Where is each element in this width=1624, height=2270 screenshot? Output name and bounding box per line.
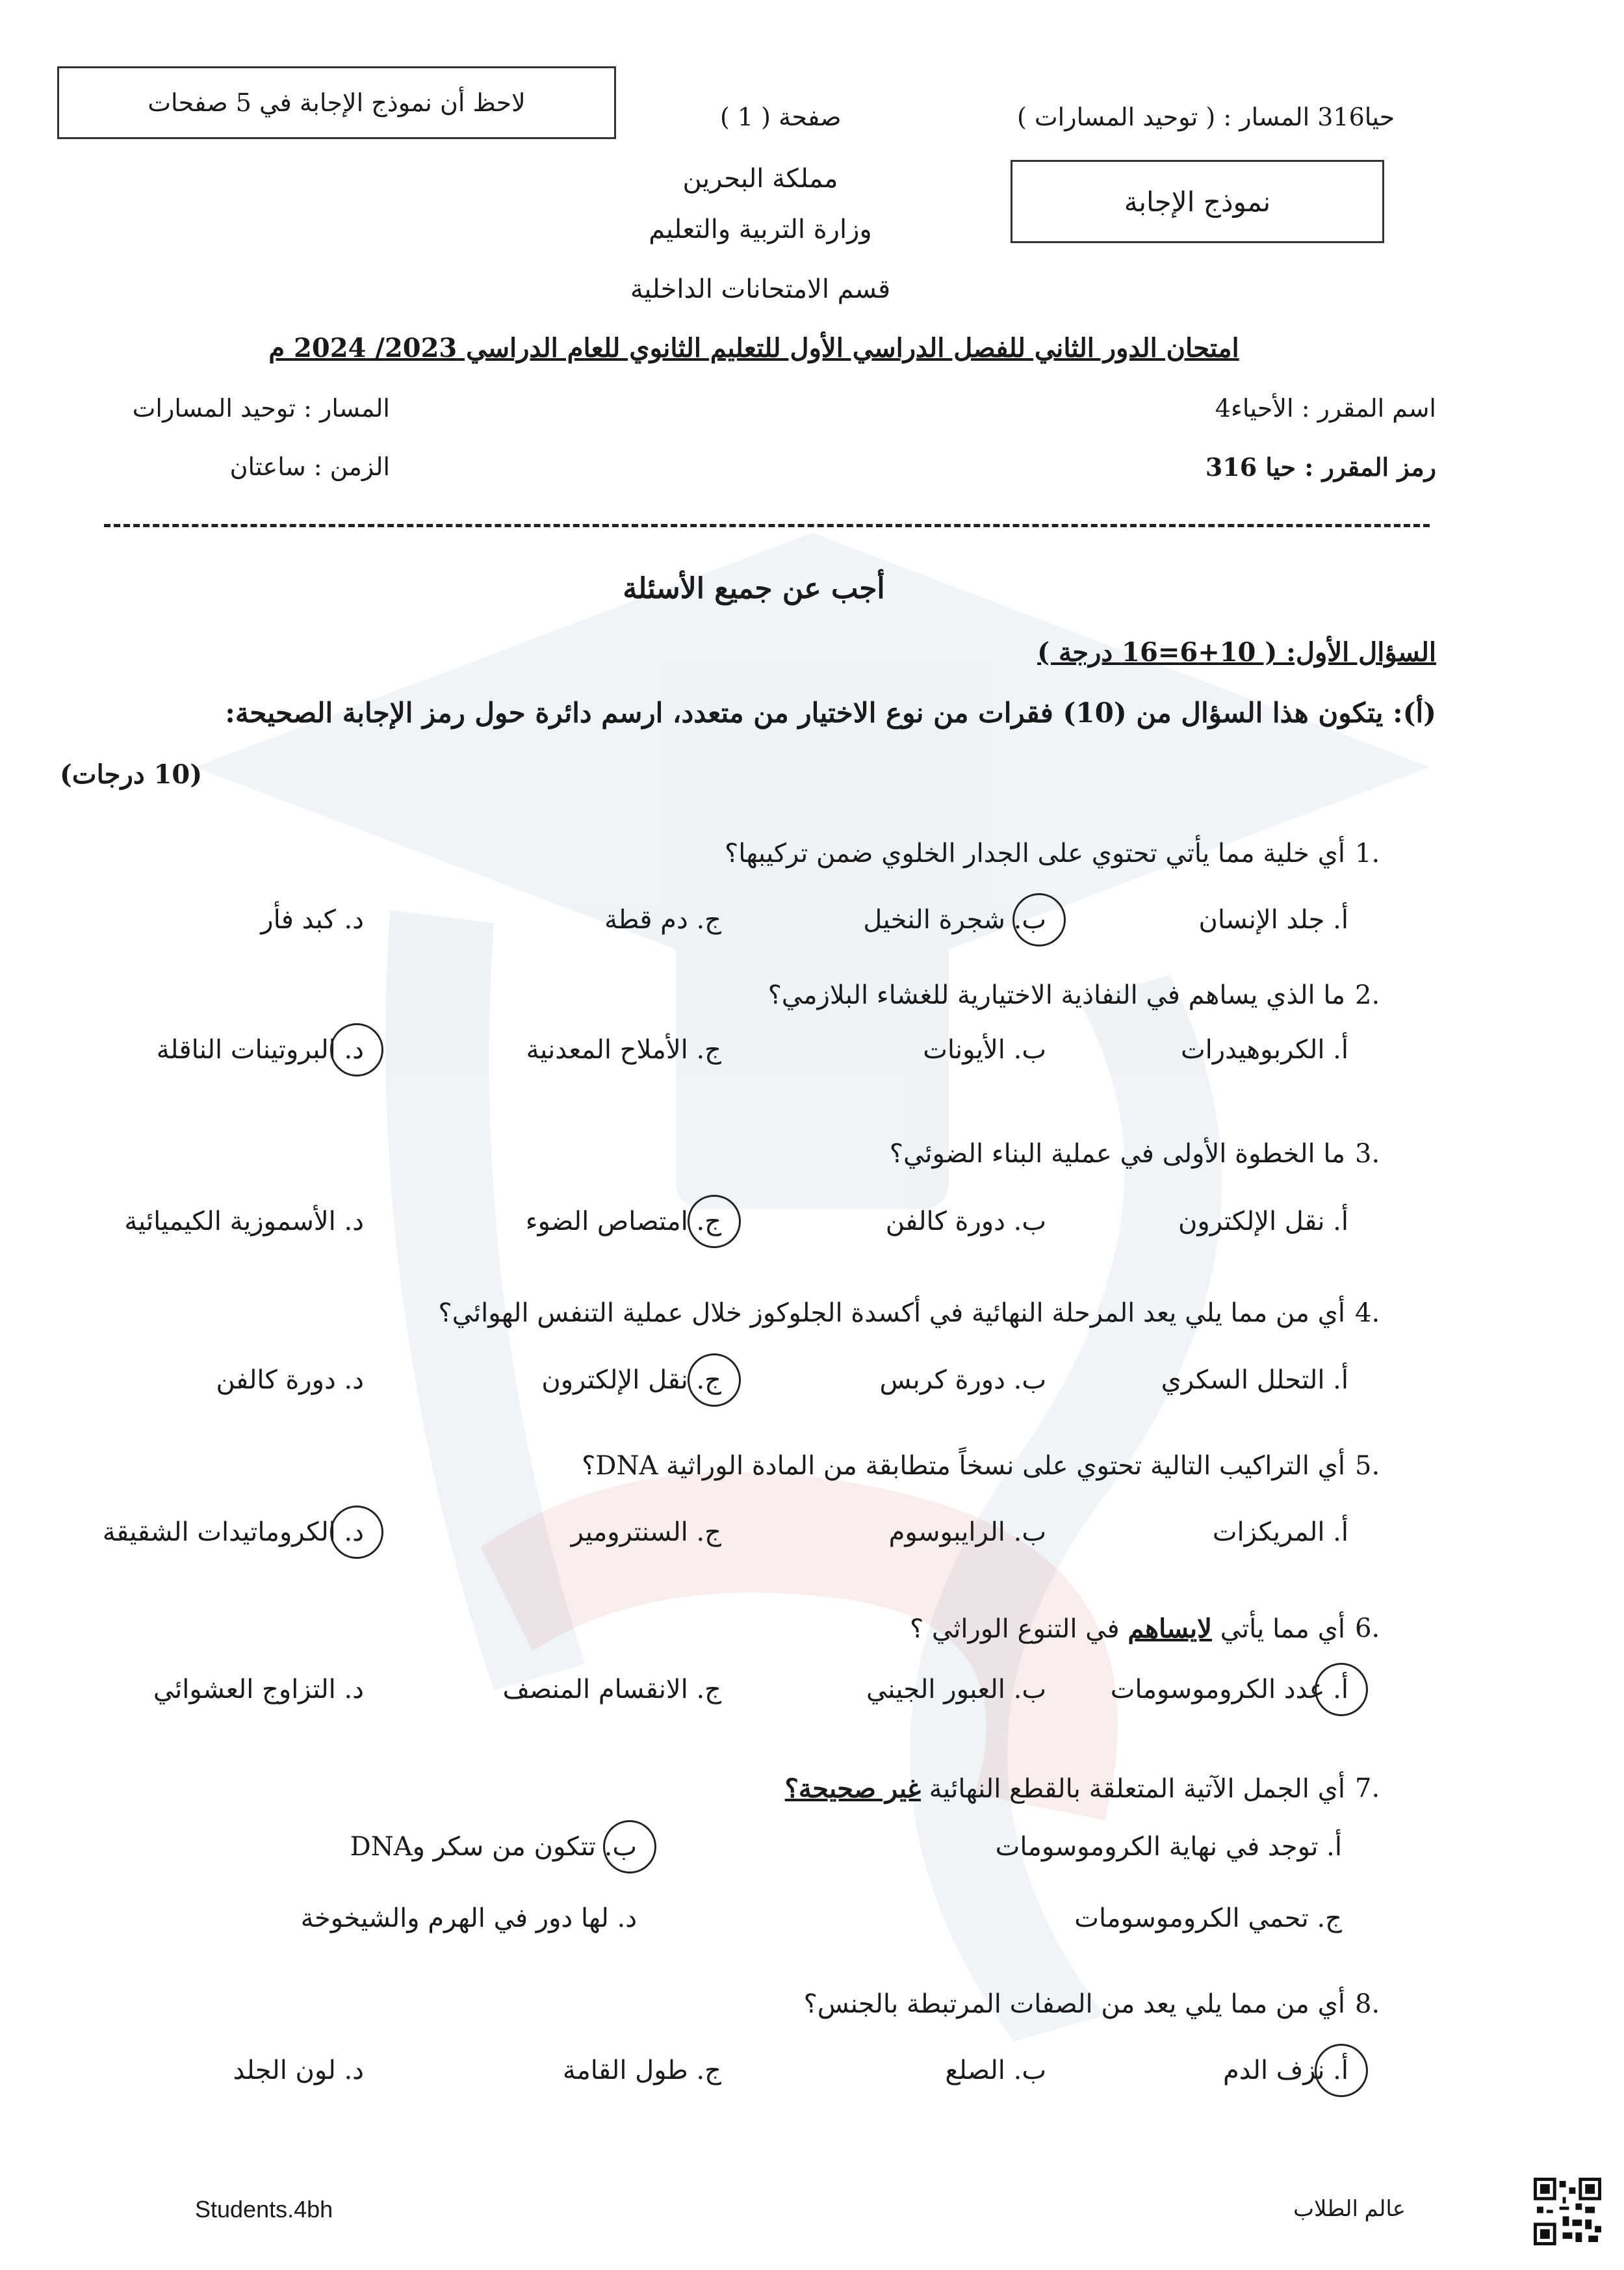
answer-option[interactable]: ب. تتكون من سكر وDNA <box>350 1832 637 1862</box>
answer-option[interactable]: ج. نقل الإلكترون <box>541 1365 721 1395</box>
answer-option[interactable]: ب. العبور الجيني <box>866 1675 1046 1704</box>
question-text: أي التراكيب التالية تحتوي على نسخاً متطابقة من المادة الوراثية DNA؟ <box>582 1451 1345 1481</box>
answer-option[interactable]: ج. تحمي الكروموسومات <box>1074 1903 1342 1933</box>
answer-option[interactable]: د. دورة كالفن <box>216 1365 364 1395</box>
question-text: ما الذي يساهم في النفاذية الاختيارية للغشاء البلازمي؟ <box>767 980 1345 1010</box>
answer-model-label: نموذج الإجابة <box>1124 185 1271 218</box>
answer-option[interactable]: ب. شجرة النخيل <box>863 905 1046 935</box>
answer-option[interactable]: د. البروتينات الناقلة <box>156 1035 364 1065</box>
course-code: رمز المقرر : حيا 316 <box>1205 452 1436 482</box>
track-label: المسار : توحيد المسارات <box>132 394 390 423</box>
track-top: حيا316 المسار : ( توحيد المسارات ) <box>1017 103 1395 131</box>
answer-pages-note: لاحظ أن نموذج الإجابة في 5 صفحات <box>148 88 526 117</box>
correct-answer-circle <box>688 1195 741 1248</box>
question-number: 7. <box>1355 1773 1380 1803</box>
answer-all-heading: أجب عن جميع الأسئلة <box>623 572 885 605</box>
time-label: الزمن : ساعتان <box>229 452 390 481</box>
answer-option[interactable]: ج. دم قطة <box>604 905 721 935</box>
department-name: قسم الامتحانات الداخلية <box>630 274 891 304</box>
correct-answer-circle <box>688 1353 741 1407</box>
question-1-title: السؤال الأول: ( 10+6=16 درجة ) <box>1037 637 1436 668</box>
exam-title: امتحان الدور الثاني للفصل الدراسي الأول للتعليم الثانوي للعام الدراسي 2023/ 2024 م <box>268 333 1239 363</box>
answer-option[interactable]: ج. امتصاص الضوء <box>525 1207 721 1236</box>
question-text: أي من مما يلي يعد من الصفات المرتبطة بالجنس؟ <box>803 1989 1345 2019</box>
question-text: ما الخطوة الأولى في عملية البناء الضوئي؟ <box>889 1139 1345 1169</box>
question-number: 5. <box>1355 1451 1380 1481</box>
question-number: 6. <box>1355 1613 1380 1643</box>
question-text-part: أي الجمل الآتية المتعلقة بالقطع النهائية <box>920 1774 1345 1804</box>
answer-option[interactable]: ج. الأملاح المعدنية <box>526 1035 721 1065</box>
question-text-part: أي مما يأتي <box>1211 1614 1345 1644</box>
answer-option[interactable]: د. الأسموزية الكيميائية <box>124 1207 364 1236</box>
question-number: 3. <box>1355 1139 1380 1169</box>
footer-arabic-site-name: عالم الطلاب <box>1293 2197 1406 2221</box>
answer-option[interactable]: ب. الصلع <box>945 2055 1046 2085</box>
answer-option[interactable]: أ. عدد الكروموسومات <box>1110 1675 1348 1704</box>
answer-option[interactable]: ج. السنترومير <box>571 1517 721 1547</box>
question-text: أي خلية مما يأتي تحتوي على الجدار الخلوي ضمن تركيبها؟ <box>725 839 1345 868</box>
correct-answer-circle <box>603 1820 656 1873</box>
answer-option[interactable]: ب. الرايبوسوم <box>888 1517 1046 1547</box>
question-number: 8. <box>1355 1989 1380 2019</box>
page-number: صفحة ( 1 ) <box>720 103 842 131</box>
answer-option[interactable]: أ. جلد الإنسان <box>1198 905 1348 935</box>
answer-option[interactable]: ج. الانقسام المنصف <box>502 1675 721 1704</box>
answer-option[interactable]: ب. دورة كالفن <box>885 1207 1046 1236</box>
answer-option[interactable]: د. كبد فأر <box>261 905 364 935</box>
answer-option[interactable]: د. لها دور في الهرم والشيخوخة <box>300 1903 637 1933</box>
header-divider <box>104 524 1430 527</box>
kingdom-name: مملكة البحرين <box>682 164 838 194</box>
correct-answer-circle <box>1012 893 1066 946</box>
answer-option[interactable]: أ. توجد في نهاية الكروموسومات <box>995 1832 1342 1862</box>
question-number: 2. <box>1355 980 1380 1010</box>
part-a-marks: (10 درجات) <box>60 759 203 790</box>
answer-option[interactable]: أ. نزف الدم <box>1223 2055 1348 2085</box>
answer-option[interactable]: د. التزاوج العشوائي <box>153 1675 364 1704</box>
question-text <box>910 1613 1345 1644</box>
answer-option[interactable]: أ. الكربوهيدرات <box>1180 1035 1348 1065</box>
answer-option[interactable]: د. لون الجلد <box>233 2055 364 2085</box>
correct-answer-circle <box>1315 1663 1368 1716</box>
correct-answer-circle <box>330 1506 383 1559</box>
answer-model-box <box>1011 160 1384 243</box>
answer-option[interactable]: د. الكروماتيدات الشقيقة <box>102 1517 364 1547</box>
ministry-name: وزارة التربية والتعليم <box>649 215 872 244</box>
answer-option[interactable]: أ. نقل الإلكترون <box>1178 1207 1348 1236</box>
answer-option[interactable]: ج. طول القامة <box>562 2055 721 2085</box>
part-a-instruction: (أ): يتكون هذا السؤال من (10) فقرات من نوع الاختيار من متعدد، ارسم دائرة حول رمز الإجابة الصحيحة: <box>225 697 1436 729</box>
question-emphasis: غير صحيحة؟ <box>784 1773 921 1804</box>
answer-option[interactable]: ب. دورة كربس <box>879 1365 1046 1395</box>
qr-code-icon <box>1534 2178 1601 2245</box>
question-number: 1. <box>1355 839 1380 868</box>
answer-option[interactable]: أ. التحلل السكري <box>1161 1365 1348 1395</box>
question-text-part: في التنوع الوراثي ؟ <box>909 1614 1128 1644</box>
answer-pages-note-box <box>57 66 616 139</box>
answer-option[interactable]: ب. الأيونات <box>923 1035 1046 1065</box>
answer-option[interactable]: أ. المريكزات <box>1212 1517 1348 1547</box>
correct-answer-circle <box>1315 2044 1368 2097</box>
course-name: اسم المقرر : الأحياء4 <box>1215 394 1436 423</box>
question-text <box>785 1773 1345 1804</box>
question-emphasis: لايساهم <box>1128 1613 1212 1644</box>
correct-answer-circle <box>330 1023 383 1076</box>
question-text: أي من مما يلي يعد المرحلة النهائية في أكسدة الجلوكوز خلال عملية التنفس الهوائي؟ <box>438 1298 1345 1328</box>
question-number: 4. <box>1355 1298 1380 1328</box>
footer-site-name: Students.4bh <box>195 2196 333 2223</box>
